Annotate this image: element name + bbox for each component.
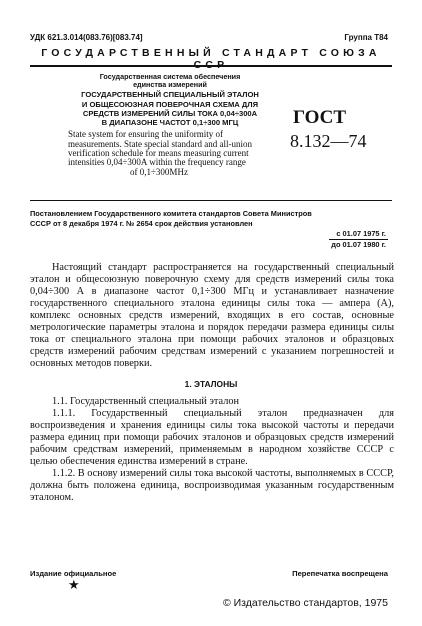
english-title-line-3: verification schedule for means measuring current (68, 148, 249, 159)
standard-title-line-1: ГОСУДАРСТВЕННЫЙ СПЕЦИАЛЬНЫЙ ЭТАЛОН (81, 90, 259, 100)
header-divider (30, 65, 392, 67)
star-icon: ★ (68, 577, 80, 592)
decree-divider (30, 200, 392, 201)
english-title-line-2: measurements. State special standard and all-union (68, 138, 252, 149)
standard-title-line-2: И ОБЩЕСОЮЗНАЯ ПОВЕРОЧНАЯ СХЕМА ДЛЯ (81, 99, 259, 109)
system-line-2: единства измерений (133, 80, 207, 90)
title-block (65, 73, 275, 177)
gost-label: ГОСТ (293, 107, 347, 128)
paragraph-1-1-1: 1.1.1. Государственный специальный эталон предназначен для воспроизведения и хранения единицы силы тока высокой частоты и передачи размера единиц при помощи рабочих эталонов и образцовых средств измерений рабочим средствам измерений, применяемым в народном хозяйстве СССР с целью обеспечения единства измерений в стране. (30, 408, 394, 467)
official-edition-label: Издание официальное (30, 569, 117, 578)
english-title-line-4: intensities 0,04÷300A within the frequency range (68, 157, 246, 168)
section-title: 1. ЭТАЛОНЫ (184, 379, 238, 389)
decree-text (30, 209, 392, 229)
decree-line-2: СССР от 8 декабря 1974 г. № 2654 срок действия установлен (30, 219, 253, 228)
state-standard-text: ГОСУДАРСТВЕННЫЙ СТАНДАРТ СОЮЗА ССР (41, 47, 381, 71)
udc-code: УДК 621.3.014(083.76)[083.74] (30, 33, 143, 42)
valid-from-date: с 01.07 1975 г. (329, 229, 388, 240)
english-title-line-1: State system for ensuring the uniformity of (68, 129, 223, 140)
standard-title-line-4: В ДИАПАЗОНЕ ЧАСТОТ 0,1÷300 МГЦ (101, 118, 239, 128)
standard-title-line-3: СРЕДСТВ ИЗМЕРЕНИЙ СИЛЫ ТОКА 0,04÷300А (82, 108, 258, 118)
system-line-1: Государственная система обеспечения (99, 72, 241, 81)
decree-line-1: Постановлением Государственного комитета стандартов Совета Министров (30, 209, 312, 218)
paragraph-1-1-2: 1.1.2. В основу измерений силы тока высокой частоты, выполняемых в СССР, должна быть положена единица, воспроизводимая указанным государственным эталоном. (30, 468, 394, 503)
standard-title (65, 90, 275, 127)
paragraph-1-1: 1.1. Государственный специальный эталон (52, 396, 240, 407)
english-title-line-5: of 0,1÷300MHz (130, 166, 188, 177)
reprint-notice: Перепечатка воспрещена (292, 569, 388, 578)
state-standard-heading (30, 47, 392, 71)
body-text (30, 262, 394, 370)
intro-paragraph: Настоящий стандарт распространяется на государственный специальный эталон и общесоюзную поверочную схему для средств измерений силы тока 0,04÷300 А в диапазоне частот 0,1÷300 МГц и устанавливает назначение государственного специального эталона единицы силы тока — ампера (А), комплекс основных средств измерений, входящих в его состав, основные метрологические параметры эталона и порядок передачи размера единицы силы тока от специального эталона при помощи рабочих эталонов и образцовых средств измерений рабочим средствам измерений с указанием погрешностей и основных методов поверки. (30, 262, 394, 369)
valid-to-date: до 01.07 1980 г. (331, 240, 386, 249)
validity-dates (329, 229, 388, 250)
group-code: Группа Т84 (344, 33, 388, 42)
gost-number: 8.132—74 (290, 131, 367, 151)
publisher-line: © Издательство стандартов, 1975 (222, 597, 388, 609)
english-title (65, 130, 275, 177)
section-body (30, 396, 394, 504)
system-title (65, 73, 275, 89)
